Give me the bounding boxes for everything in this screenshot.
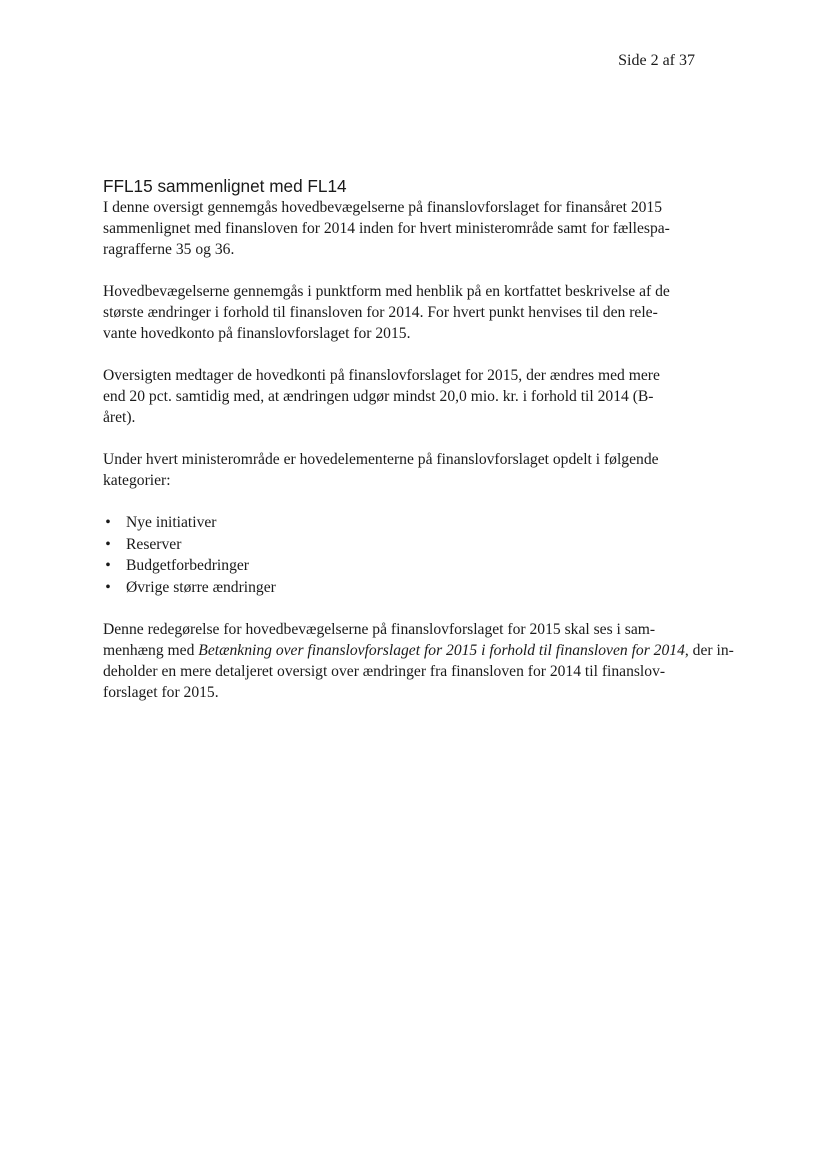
- referenced-report-title: Betænkning over finanslovforslaget for 2015 i forhold til finansloven for 2014: [198, 642, 685, 659]
- scope-paragraph: [103, 365, 695, 428]
- list-item-label: Reserver: [126, 535, 182, 553]
- bullet-icon: •: [105, 535, 111, 553]
- list-item-label: Øvrige større ændringer: [126, 578, 276, 596]
- closing-line-prefix: menhæng med: [103, 642, 199, 659]
- method-paragraph: [103, 281, 695, 344]
- categories-intro-line: kategorier:: [103, 472, 171, 489]
- closing-line: Denne redegørelse for hovedbevægelserne på finanslovforslaget for 2015 skal ses i sam-: [103, 621, 656, 638]
- closing-paragraph: [103, 619, 734, 703]
- bullet-icon: •: [105, 578, 111, 596]
- method-line: største ændringer i forhold til finansloven for 2014. For hvert punkt henvises til den rele-: [103, 304, 658, 321]
- closing-line: deholder en mere detaljeret oversigt over ændringer fra finansloven for 2014 til finanslov-: [103, 663, 666, 680]
- list-item: [103, 512, 695, 534]
- closing-line: forslaget for 2015.: [103, 684, 219, 701]
- section-heading: FFL15 sammenlignet med FL14: [103, 176, 347, 196]
- scope-line: året).: [103, 409, 136, 426]
- intro-line: sammenlignet med finansloven for 2014 inden for hvert ministerområde samt for fællespa-: [103, 220, 670, 237]
- list-item-label: Budgetforbedringer: [126, 557, 249, 574]
- method-line: Hovedbevægelserne gennemgås i punktform med henblik på en kortfattet beskrivelse af de: [103, 283, 670, 300]
- category-list: [103, 512, 695, 598]
- list-item-label: Nye initiativer: [126, 514, 217, 531]
- scope-line: end 20 pct. samtidig med, at ændringen udgør mindst 20,0 mio. kr. i forhold til 2014 (B-: [103, 388, 654, 405]
- method-line: vante hovedkonto på finanslovforslaget for 2015.: [103, 325, 411, 342]
- scope-line: Oversigten medtager de hovedkonti på finanslovforslaget for 2015, der ændres med mere: [103, 367, 660, 384]
- main-content: [103, 176, 734, 724]
- intro-line: ragrafferne 35 og 36.: [103, 241, 235, 258]
- list-item: [103, 534, 695, 556]
- page-number: Side 2 af 37: [618, 52, 695, 69]
- closing-line-suffix: , der in-: [684, 642, 734, 659]
- intro-paragraph: [103, 197, 695, 260]
- list-item: [103, 555, 695, 577]
- bullet-icon: •: [105, 557, 111, 574]
- categories-intro-line: Under hvert ministerområde er hovedelementerne på finanslovforslaget opdelt i følgende: [103, 451, 659, 468]
- categories-intro-paragraph: [103, 449, 695, 491]
- closing-line: [103, 640, 734, 661]
- list-item: [103, 577, 695, 599]
- intro-line: I denne oversigt gennemgås hovedbevægelserne på finanslovforslaget for finansåret 2015: [103, 199, 663, 216]
- bullet-icon: •: [105, 514, 111, 531]
